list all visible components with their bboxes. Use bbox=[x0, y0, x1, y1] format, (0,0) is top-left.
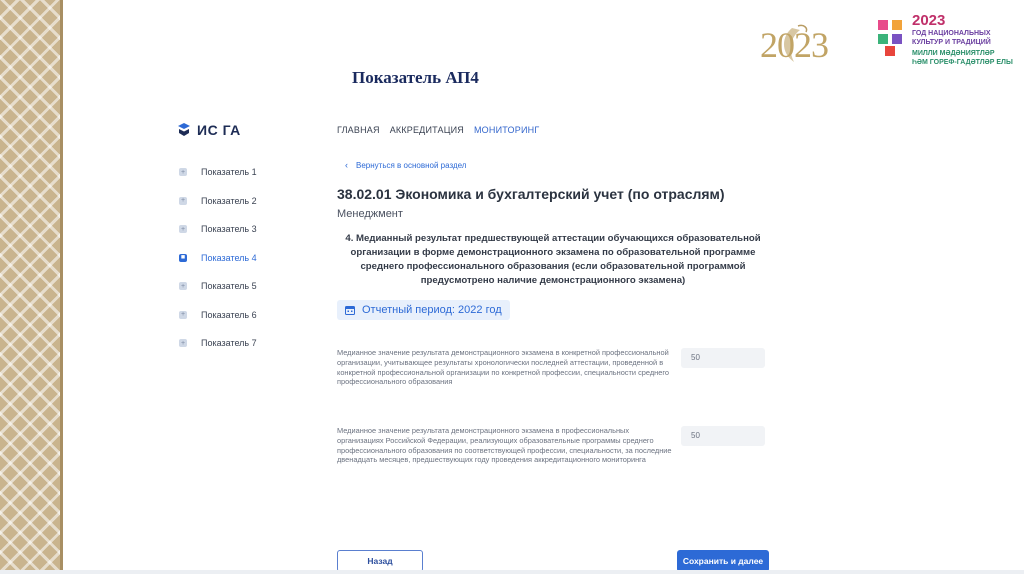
org-median-input[interactable]: 50 bbox=[681, 348, 765, 368]
field-row-national-median bbox=[337, 426, 777, 465]
sidebar-item-label: Показатель 6 bbox=[201, 309, 257, 320]
back-to-main-link[interactable] bbox=[345, 160, 777, 170]
calendar-icon bbox=[345, 305, 355, 315]
save-and-next-button[interactable]: Сохранить и далее bbox=[677, 550, 769, 572]
brand-logo-icon bbox=[177, 123, 191, 137]
sidebar-item-label: Показатель 5 bbox=[201, 281, 257, 292]
brand-name: ИС ГА bbox=[197, 122, 241, 138]
sidebar-item-label: Показатель 3 bbox=[201, 224, 257, 235]
nav-home[interactable]: ГЛАВНАЯ bbox=[337, 125, 380, 135]
field-label: Медианное значение результата демонстрационного экзамена в профессиональных организациях Российской Федерации, реализующих образовательные программы среднего профессионального образования по соответствующей профессии, специальности, за последние двенадцать месяцев, предшествующих году проведения аккредитационного мониторинга bbox=[337, 426, 672, 465]
logo-line-2: КУЛЬТУР И ТРАДИЦИЙ bbox=[912, 39, 991, 46]
logo-2023-gold bbox=[752, 18, 852, 70]
back-button[interactable]: Назад bbox=[337, 550, 423, 572]
top-navigation bbox=[337, 125, 539, 135]
logo-year: 2023 bbox=[760, 25, 828, 65]
main-content bbox=[337, 160, 777, 566]
logo-year-of-cultures bbox=[872, 8, 1022, 72]
chevron-left-icon: ‹ bbox=[345, 160, 348, 170]
bottom-divider bbox=[0, 570, 1024, 574]
sidebar-item-indicator-7[interactable] bbox=[179, 329, 319, 358]
sidebar-item-label: Показатель 4 bbox=[201, 252, 257, 263]
brand[interactable] bbox=[177, 122, 241, 138]
sidebar-item-indicator-1[interactable] bbox=[179, 158, 319, 187]
back-link-label: Вернуться в основной раздел bbox=[356, 160, 467, 170]
program-subtitle: Менеджмент bbox=[337, 208, 403, 220]
sidebar-item-indicator-6[interactable] bbox=[179, 301, 319, 330]
plus-icon: + bbox=[180, 225, 186, 233]
ornament-edge bbox=[60, 0, 63, 574]
sidebar-item-indicator-5[interactable] bbox=[179, 272, 319, 301]
sidebar-item-indicator-3[interactable] bbox=[179, 215, 319, 244]
plus-icon: + bbox=[180, 339, 186, 347]
ornament-flower-icon bbox=[874, 16, 908, 60]
sidebar-item-label: Показатель 7 bbox=[201, 338, 257, 349]
logo-year: 2023 bbox=[912, 12, 946, 29]
sidebar-item-label: Показатель 1 bbox=[201, 167, 257, 178]
plus-icon: + bbox=[180, 282, 186, 290]
nav-accreditation[interactable]: АККРЕДИТАЦИЯ bbox=[389, 125, 464, 135]
program-title: 38.02.01 Экономика и бухгалтерский учет (по отраслям) bbox=[337, 186, 725, 202]
reporting-period-badge bbox=[337, 300, 510, 320]
app-header bbox=[165, 108, 795, 148]
active-square-icon: ■ bbox=[180, 254, 186, 262]
plus-icon: + bbox=[180, 168, 186, 176]
sidebar-item-label: Показатель 2 bbox=[201, 195, 257, 206]
app-screenshot bbox=[165, 108, 795, 566]
logo-line-4: ҺӘМ ГОРЕФ-ГАДӘТЛӘР ЕЛЫ bbox=[912, 59, 1013, 66]
sidebar-item-indicator-2[interactable] bbox=[179, 187, 319, 216]
field-row-org-median bbox=[337, 348, 777, 387]
plus-icon: + bbox=[180, 311, 186, 319]
sidebar-item-indicator-4[interactable] bbox=[179, 244, 319, 273]
nav-monitoring[interactable]: МОНИТОРИНГ bbox=[473, 125, 540, 135]
field-label: Медианное значение результата демонстрационного экзамена в конкретной профессиональной организации, учитывающее результаты хронологически последней аттестации, проведенной в конкретной профессиональной организации по конкретной профессии, специальности среднего профессионального образования bbox=[337, 348, 669, 387]
sidebar bbox=[179, 158, 319, 358]
indicator-description: 4. Медианный результат предшествующей аттестации обучающихся образовательной организации в форме демонстрационного экзамена по образовательной программе среднего профессионального образования (если образовательной программой предусмотрено наличие демонстрационного экзамена) bbox=[345, 233, 761, 286]
period-label: Отчетный период: 2022 год bbox=[362, 304, 502, 316]
logo-line-1: ГОД НАЦИОНАЛЬНЫХ bbox=[912, 30, 991, 37]
logo-line-3: МИЛЛИ МӘДӘНИЯТЛӘР bbox=[912, 50, 995, 57]
plus-icon: + bbox=[180, 197, 186, 205]
slide-title: Показатель АП4 bbox=[352, 68, 479, 87]
ornament-border bbox=[0, 0, 60, 574]
national-median-input[interactable]: 50 bbox=[681, 426, 765, 446]
